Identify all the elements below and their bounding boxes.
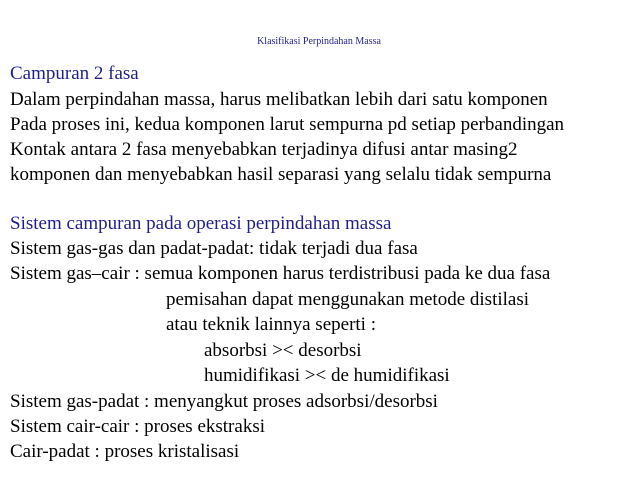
section-heading-sistem: Sistem campuran pada operasi perpindahan massa — [10, 213, 392, 234]
body-line-indented: humidifikasi >< de humidifikasi — [204, 365, 450, 386]
body-line: Sistem gas–cair : semua komponen harus terdistribusi pada ke dua fasa — [10, 263, 551, 284]
body-line-indented: pemisahan dapat menggunakan metode distilasi — [166, 289, 530, 310]
body-line-indented: absorbsi >< desorbsi — [204, 340, 362, 361]
body-line: Pada proses ini, kedua komponen larut sempurna pd setiap perbandingan — [10, 114, 565, 135]
body-line: Kontak antara 2 fasa menyebabkan terjadinya difusi antar masing2 — [10, 139, 518, 160]
body-line: komponen dan menyebabkan hasil separasi yang selalu tidak sempurna — [10, 164, 552, 185]
body-line: Sistem cair-cair : proses ekstraksi — [10, 416, 265, 437]
section-heading-campuran: Campuran 2 fasa — [10, 63, 139, 84]
body-line-indented: atau teknik lainnya seperti : — [166, 314, 376, 335]
body-line: Dalam perpindahan massa, harus melibatkan lebih dari satu komponen — [10, 89, 548, 110]
body-line: Sistem gas-gas dan padat-padat: tidak terjadi dua fasa — [10, 238, 418, 259]
body-line: Sistem gas-padat : menyangkut proses adsorbsi/desorbsi — [10, 391, 438, 412]
body-line: Cair-padat : proses kristalisasi — [10, 441, 240, 462]
slide-title: Klasifikasi Perpindahan Massa — [257, 36, 381, 47]
